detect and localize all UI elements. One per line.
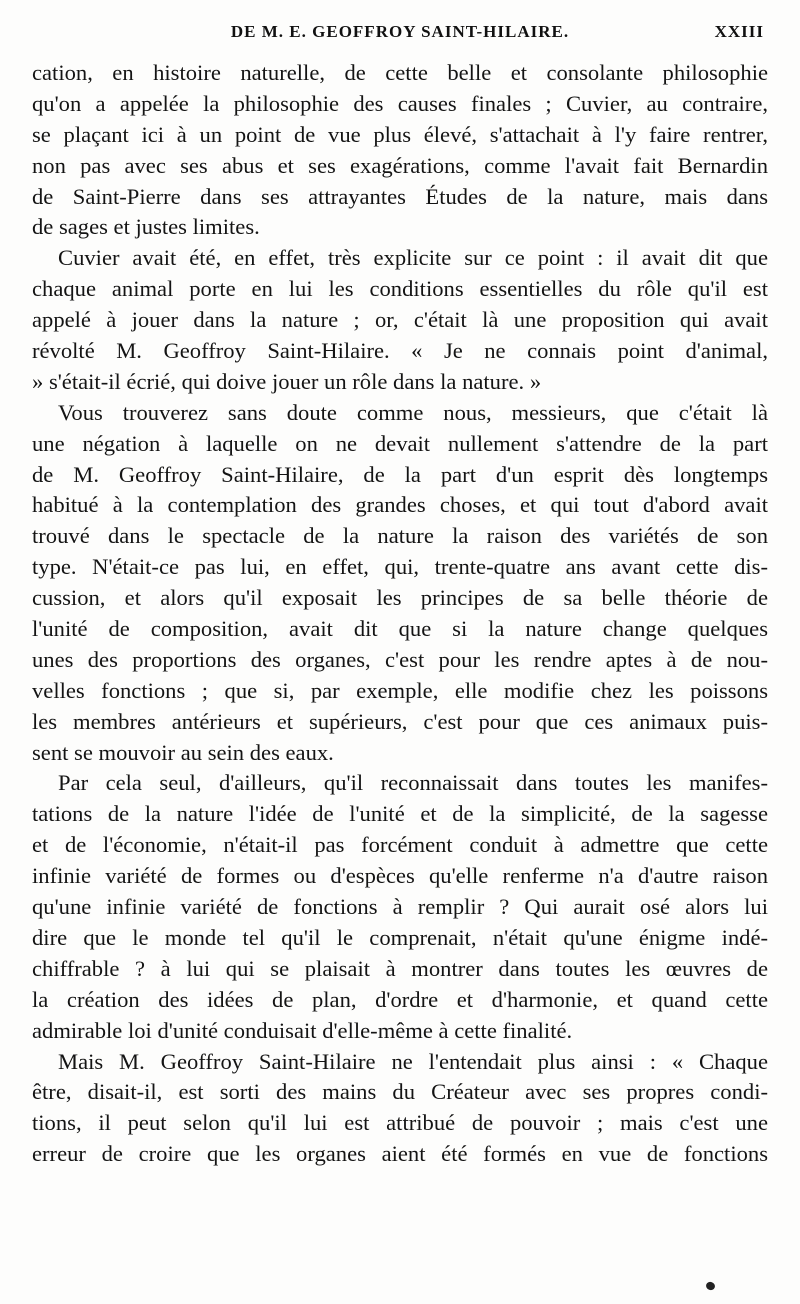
text-line: Par cela seul, d'ailleurs, qu'il reconnaissait dans toutes les manifes- [58, 770, 768, 796]
text-line: tations de la nature l'idée de l'unité et de la simplicité, de la sagesse [32, 801, 768, 827]
text-line: révolté M. Geoffroy Saint-Hilaire. « Je ne connais point d'animal, [32, 338, 768, 364]
text-line: les membres antérieurs et supérieurs, c'est pour que ces animaux puis- [32, 708, 768, 734]
text-line: de sages et justes limites. [32, 214, 260, 240]
text-line: de M. Geoffroy Saint-Hilaire, de la part d'un esprit dès longtemps [32, 461, 768, 487]
text-line: sent se mouvoir au sein des eaux. [32, 739, 334, 765]
text-line: unes des proportions des organes, c'est pour les rendre aptes à de nou- [32, 646, 768, 672]
text-line: erreur de croire que les organes aient été formés en vue de fonctions [32, 1141, 768, 1167]
body-text [32, 58, 768, 1170]
text-line: qu'on a appelée la philosophie des causes finales ; Cuvier, au contraire, [32, 90, 768, 116]
text-line: Cuvier avait été, en effet, très explicite sur ce point : il avait dit que [58, 245, 768, 271]
text-line: trouvé dans le spectacle de la nature la raison des variétés de son [32, 523, 768, 549]
text-line: une négation à laquelle on ne devait nullement s'attendre de la part [32, 430, 768, 456]
text-line: chiffrable ? à lui qui se plaisait à montrer dans toutes les œuvres de [32, 955, 768, 981]
text-line: être, disait-il, est sorti des mains du Créateur avec ses propres condi- [32, 1079, 768, 1105]
text-line: de Saint-Pierre dans ses attrayantes Études de la nature, mais dans [32, 183, 768, 209]
text-line: dire que le monde tel qu'il le comprenait, n'était qu'une énigme indé- [32, 924, 768, 950]
page-number: XXIII [714, 22, 764, 41]
text-line: Vous trouverez sans doute comme nous, messieurs, que c'était là [58, 399, 768, 425]
text-line: velles fonctions ; que si, par exemple, elle modifie chez les poissons [32, 677, 768, 703]
running-title: DE M. E. GEOFFROY SAINT-HILAIRE. [230, 22, 570, 41]
text-line: non pas avec ses abus et ses exagérations, comme l'avait fait Bernardin [32, 152, 768, 178]
text-line: l'unité de composition, avait dit que si la nature change quelques [32, 616, 768, 642]
text-line: cussion, et alors qu'il exposait les principes de sa belle théorie de [32, 585, 768, 611]
text-line: habitué à la contemplation des grandes choses, et qui tout d'abord avait [32, 492, 768, 518]
running-head [32, 22, 768, 52]
text-line: et de l'économie, n'était-il pas forcément conduit à admettre que cette [32, 832, 768, 858]
text-line: Mais M. Geoffroy Saint-Hilaire ne l'entendait plus ainsi : « Chaque [58, 1048, 768, 1074]
text-line: type. N'était-ce pas lui, en effet, qui, trente-quatre ans avant cette dis- [32, 554, 768, 580]
text-line: qu'une infinie variété de fonctions à remplir ? Qui aurait osé alors lui [32, 894, 768, 920]
text-line: tions, il peut selon qu'il lui est attribué de pouvoir ; mais c'est une [32, 1110, 768, 1136]
text-line: admirable loi d'unité conduisait d'elle-même à cette finalité. [32, 1017, 573, 1043]
text-line: la création des idées de plan, d'ordre et d'harmonie, et quand cette [32, 986, 768, 1012]
text-line: se plaçant ici à un point de vue plus élevé, s'attachait à l'y faire rentrer, [32, 121, 768, 147]
text-line: chaque animal porte en lui les conditions essentielles du rôle qu'il est [32, 276, 768, 302]
text-line: » s'était-il écrié, qui doive jouer un rôle dans la nature. » [32, 368, 542, 394]
ink-speck [705, 1281, 716, 1292]
text-line: appelé à jouer dans la nature ; or, c'était là une proposition qui avait [32, 307, 768, 333]
text-line: infinie variété de formes ou d'espèces qu'elle renferme n'a d'autre raison [32, 863, 768, 889]
text-line: cation, en histoire naturelle, de cette belle et consolante philosophie [32, 60, 768, 85]
